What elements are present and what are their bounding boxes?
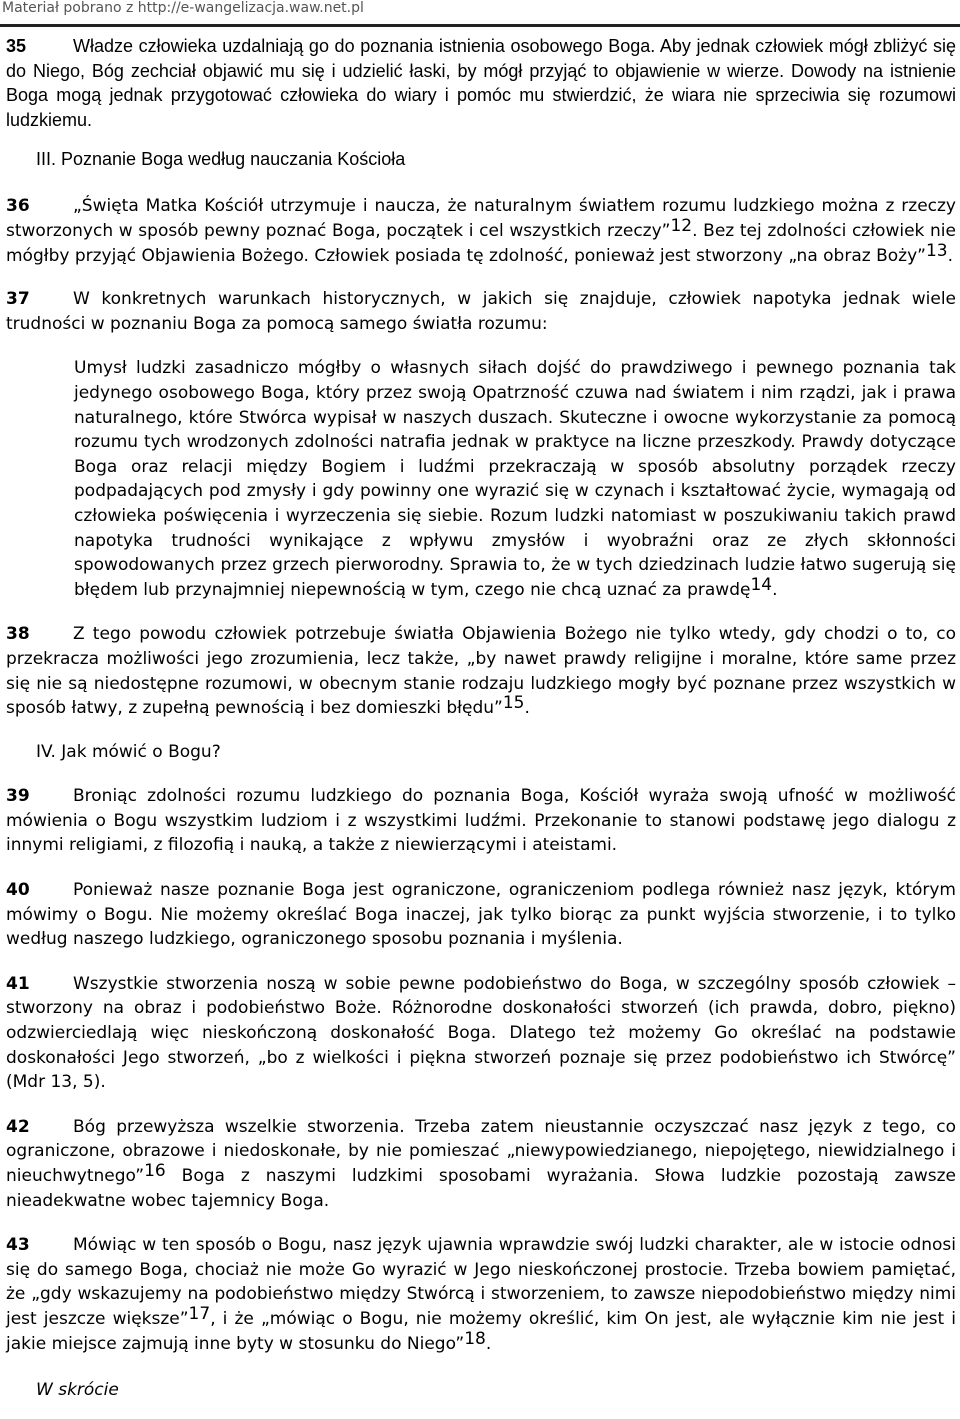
source-line: Materiał pobrano z http://e-wangelizacja.waw.net.pl <box>2 0 364 16</box>
paragraph-number: 36 <box>6 196 30 217</box>
section-heading-iii: III. Poznanie Boga według nauczania Kościoła <box>36 148 406 169</box>
paragraph-37 <box>6 287 956 336</box>
paragraph-number: 42 <box>6 1116 30 1137</box>
paragraph-41 <box>6 972 956 1095</box>
paragraph-35 <box>6 34 956 133</box>
quote-text: Umysł ludzki zasadniczo mógłby o własnych siłach dojść do prawdziwego i pewnego poznania tak jedynego osobowego Boga, który przez swoją Opatrzność czuwa nad światem i nim rządzi, jak i prawa naturalnego, które Stwórca wypisał w naszych duszach. Skuteczne i owocne wykorzystanie za pomocą rozumu tych wrodzonych zdolności natrafia jednak w praktyce na liczne przeszkody. Prawdy dotyczące Boga oraz relacji między Bogiem i ludźmi przekraczają w sposób absolutny porządek rzeczy podpadających pod zmysły i gdy powinny one wyrazić się w czynach i kształtować życie, wymagają od człowieka poświęcenia i wyrzeczenia się siebie. Rozum ludzki natomiast w poszukiwaniu takich prawd napotyka trudności wynikające z wpływu zmysłów i wyobraźni oraz ze złych skłonności spowodowanych przez grzech pierworodny. Sprawia to, że w tych dziedzinach ludzie łatwo sugerują się błędem lub przynajmniej niepewnością w tym, czego nie chcą uznać za prawdę <box>74 358 956 600</box>
paragraph-text: Broniąc zdolności rozumu ludzkiego do poznania Boga, Kościół wyraża swoją ufność w możliwość mówienia o Bogu wszystkim ludziom i z wszystkimi ludźmi. Przekonanie to stanowi podstawę jego dialogu z innymi religiami, z filozofią i nauką, a także z niewierzącymi i ateistami. <box>6 786 956 856</box>
paragraph-38 <box>6 622 956 720</box>
quote-block <box>74 356 956 602</box>
paragraph-text: . Bez tej zdolności człowiek nie mógłby przyjąć Objawienia Bożego. Człowiek posiada tę zdolność, ponieważ jest stworzony „na obraz Boży” <box>6 221 956 266</box>
paragraph-number: 43 <box>6 1235 30 1256</box>
paragraph-43 <box>6 1233 956 1356</box>
paragraph-text: Mówiąc w ten sposób o Bogu, nasz język ujawnia wprawdzie swój ludzki charakter, ale w istocie odnosi się do samego Boga, chociaż nie może Go wyrazić w Jego nieskończonej prostocie. Trzeba bowiem pamiętać, że „gdy wskazujemy na podobieństwo między Stwórcą i stworzeniem, to zawsze niepodobieństwo między nimi jest jeszcze większe” <box>6 1235 956 1329</box>
header-rule <box>0 24 960 27</box>
paragraph-number: 41 <box>6 973 30 994</box>
paragraph-number: 37 <box>6 289 30 310</box>
section-heading-iv: IV. Jak mówić o Bogu? <box>36 741 221 762</box>
paragraph-number: 40 <box>6 880 30 901</box>
paragraph-text: Ponieważ nasze poznanie Boga jest ograniczone, ograniczeniom podlega również nasz język, którym mówimy o Bogu. Nie możemy określać Boga inaczej, jak tylko biorąc za punkt wyjścia stworzenie, i to tylko według naszego ludzkiego, ograniczonego sposobu poznania i myślenia. <box>6 880 956 950</box>
footnote-ref[interactable]: 15 <box>502 693 525 714</box>
footnote-ref[interactable]: 16 <box>144 1161 166 1181</box>
paragraph-number: 35 <box>6 36 27 56</box>
document-body <box>6 34 956 1403</box>
summary-heading: W skrócie <box>36 1380 119 1401</box>
paragraph-text: „Święta Matka Kościół utrzymuje i naucza, że naturalnym światłem rozumu ludzkiego można z rzeczy stworzonych w sposób pewny poznać Boga, początek i cel wszystkich rzeczy” <box>6 196 956 241</box>
paragraph-text: W konkretnych warunkach historycznych, w jakich się znajduje, człowiek napotyka jednak wiele trudności w poznaniu Boga za pomocą samego światła rozumu: <box>6 289 956 334</box>
paragraph-text: , i że „mówiąc o Bogu, nie możemy określić, kim On jest, ale wyłącznie kim nie jest i jakie miejsce zajmują inne byty w stosunku do Niego” <box>6 1308 956 1354</box>
paragraph-text: Bóg przewyższa wszelkie stworzenia. Trzeba zatem nieustannie oczyszczać nasz język z tego, co ograniczone, obrazowe i niedoskonałe, by nie pomieszać „niewypowiedzianego, niepojętego, niewidzialnego i nieuchwytnego” <box>6 1116 956 1186</box>
paragraph-36 <box>6 194 956 268</box>
paragraph-text: Boga z naszymi ludzkimi sposobami wyrażania. Słowa ludzkie pozostają zawsze nieadekwatne wobec tajemnicy Boga. <box>6 1166 956 1211</box>
paragraph-text: Władze człowieka uzdalniają go do poznania istnienia osobowego Boga. Aby jednak człowiek mógł zbliżyć się do Niego, Bóg zechciał objawić mu się i udzielić łaski, by mógł przyjąć to objawienie w wierze. Dowody na istnienie Boga mogą jednak przygotować człowieka do wiary i pomóc mu stwierdzić, że wiara nie sprzeciwia się rozumowi ludzkiemu. <box>6 36 956 131</box>
paragraph-text: Z tego powodu człowiek potrzebuje światła Objawienia Bożego nie tylko wtedy, gdy chodzi o to, co przekracza możliwości jego zrozumienia, lecz także, „by nawet prawdy religijne i moralne, które same przez się nie są niedostępne rozumowi, w obecnym stanie rodzaju ludzkiego mogły być poznane przez wszystkich w sposób łatwy, z zupełną pewnością i bez domieszki błędu” <box>6 624 956 719</box>
paragraph-39 <box>6 784 956 858</box>
footnote-ref[interactable]: 18 <box>464 1328 486 1349</box>
footnote-ref[interactable]: 13 <box>925 240 948 261</box>
quote-end: . <box>772 579 778 600</box>
paragraph-number: 39 <box>6 786 30 807</box>
paragraph-40 <box>6 878 956 952</box>
paragraph-end: . <box>947 245 953 266</box>
footnote-ref[interactable]: 14 <box>750 574 773 595</box>
footnote-ref[interactable]: 17 <box>188 1303 211 1324</box>
paragraph-number: 38 <box>6 624 30 645</box>
paragraph-end: . <box>485 1333 492 1354</box>
paragraph-text: Wszystkie stworzenia noszą w sobie pewne podobieństwo do Boga, w szczególny sposób człowiek – stworzony na obraz i podobieństwo Boże. Różnorodne doskonałości stworzeń (ich prawda, dobro, piękno) odzwierciedlają więc nieskończoną doskonałość Boga. Dlatego też możemy Go określać na podstawie doskonałości Jego stworzeń, „bo z wielkości i piękna stworzeń poznaje się przez podobieństwo ich Stwórcę” (Mdr 13, 5). <box>6 973 956 1093</box>
paragraph-end: . <box>524 698 530 719</box>
footnote-ref[interactable]: 12 <box>670 216 693 236</box>
paragraph-42 <box>6 1115 956 1213</box>
